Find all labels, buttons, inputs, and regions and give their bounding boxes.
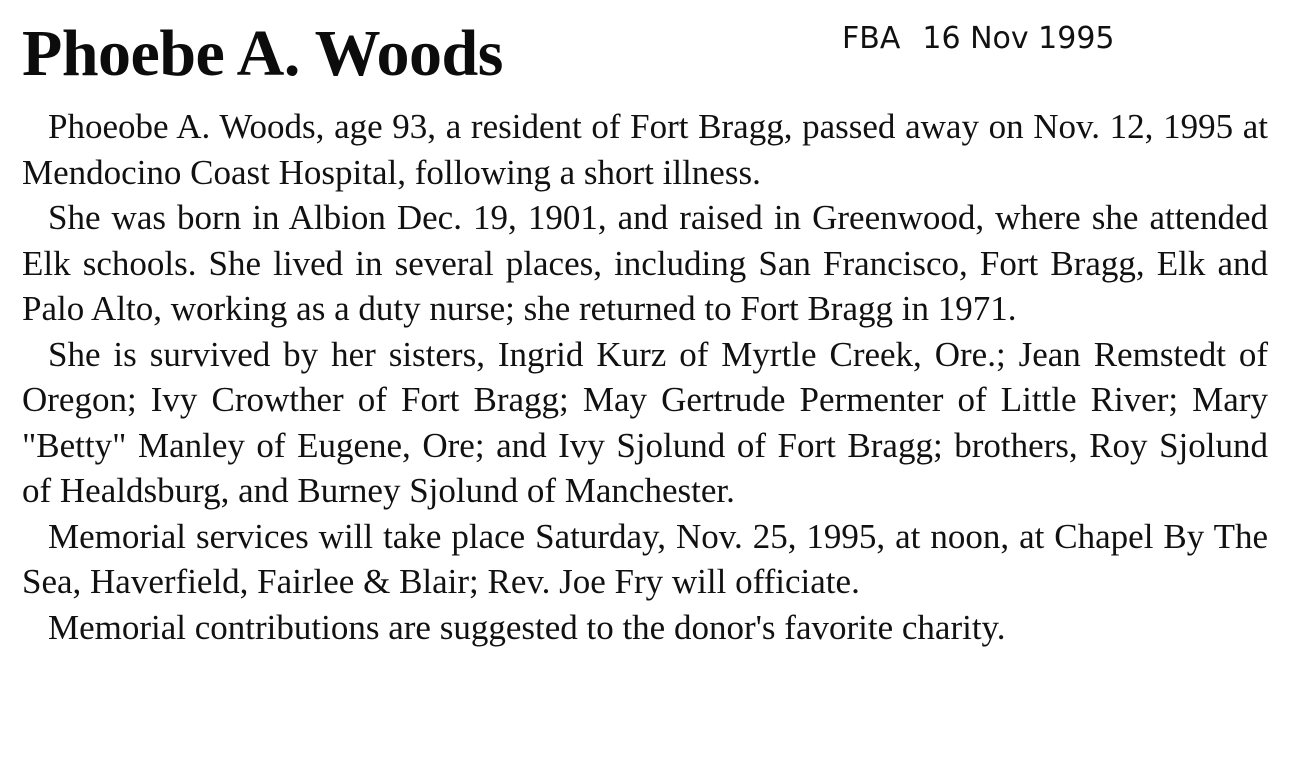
paragraph-survivors: She is survived by her sisters, Ingrid Kurz of Myrtle Creek, Ore.; Jean Remstedt of Oregon; Ivy Crowther of Fort Bragg; May Gertrude Permenter of Little River; Mary "Betty" Manley of Eugene, Ore; and Ivy Sjolund of Fort Bragg; brothers, Roy Sjolund of Healdsburg, and Burney Sjolund of Manchester. — [22, 334, 1268, 510]
source-annotation — [842, 20, 1115, 58]
obituary-headline: Phoebe A. Woods — [22, 17, 503, 90]
source-publication: FBA — [842, 21, 901, 56]
paragraph-death-notice: Phoeobe A. Woods, age 93, a resident of Fort Bragg, passed away on Nov. 12, 1995 at Mendocino Coast Hospital, following a short illness. — [22, 107, 1268, 192]
paragraph-contributions: Memorial contributions are suggested to the donor's favorite charity. — [48, 607, 1006, 647]
paragraph-services: Memorial services will take place Saturday, Nov. 25, 1995, at noon, at Chapel By The Sea, Haverfield, Fairlee & Blair; Rev. Joe Fry will officiate. — [22, 516, 1268, 601]
obituary-body — [22, 104, 1268, 650]
paragraph-biography: She was born in Albion Dec. 19, 1901, and raised in Greenwood, where she attended Elk schools. She lived in several places, including San Francisco, Fort Bragg, Elk and Palo Alto, working as a duty nurse; she returned to Fort Bragg in 1971. — [22, 198, 1268, 328]
source-date: 16 Nov 1995 — [922, 21, 1115, 56]
